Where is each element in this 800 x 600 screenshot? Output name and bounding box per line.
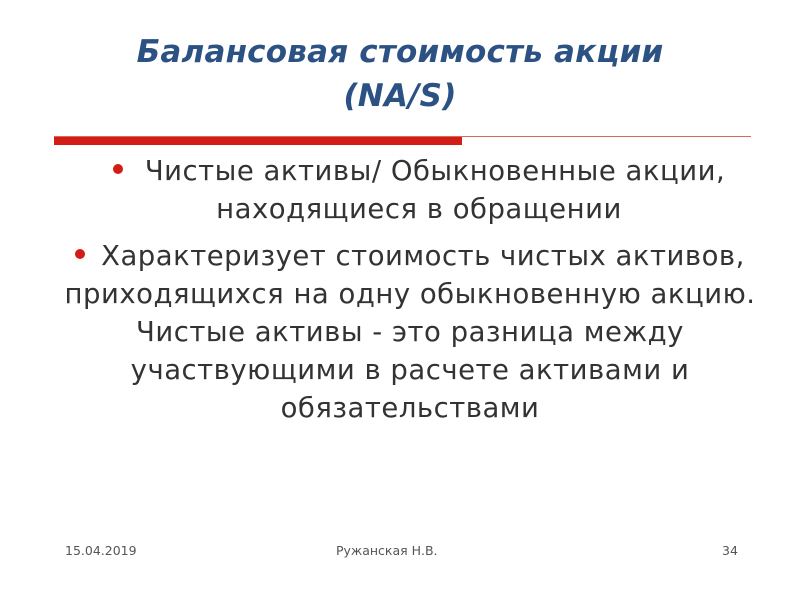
footer-date: 15.04.2019 (65, 543, 137, 558)
footer-author: Ружанская Н.В. (336, 543, 438, 558)
bullet-dot-icon (113, 164, 123, 174)
title-divider-accent (54, 137, 462, 145)
bullet-item (40, 237, 780, 427)
bullet-dot-icon (75, 249, 85, 259)
footer-page-number: 34 (722, 543, 738, 558)
slide-title (60, 30, 740, 118)
bullet-list (40, 152, 780, 427)
slide-title-line-1: Балансовая стоимость акции (136, 34, 664, 70)
bullet-item (40, 152, 780, 228)
bullet-text: Характеризует стоимость чистых активов, приходящихся на одну обыкновенную акцию. Чистые активы - это разница между участвующими в расчете активами и обязательствами (64, 240, 756, 424)
bullet-text: Чистые активы/ Обыкновенные акции, находящиеся в обращении (144, 155, 726, 225)
slide-title-line-2: (NA/S) (343, 78, 457, 114)
